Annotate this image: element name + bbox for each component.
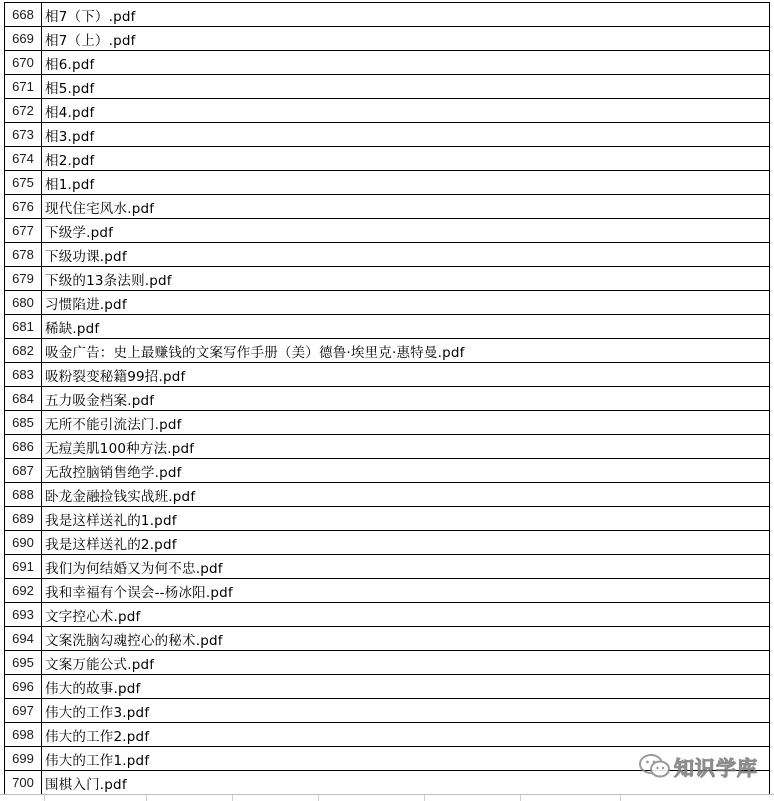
table-row[interactable] xyxy=(5,603,770,627)
table-row[interactable] xyxy=(5,651,770,675)
file-name-cell[interactable]: 文案洗脑勾魂控心的秘术.pdf xyxy=(42,627,770,651)
row-number-cell[interactable]: 679 xyxy=(5,267,42,291)
column-divider xyxy=(44,795,45,801)
row-number-cell[interactable]: 680 xyxy=(5,291,42,315)
table-row[interactable] xyxy=(5,51,770,75)
column-divider xyxy=(620,795,621,801)
file-name-cell[interactable]: 文案万能公式.pdf xyxy=(42,651,770,675)
table-row[interactable] xyxy=(5,291,770,315)
row-number-cell[interactable]: 681 xyxy=(5,315,42,339)
row-number-cell[interactable]: 671 xyxy=(5,75,42,99)
file-name-cell[interactable]: 我是这样送礼的1.pdf xyxy=(42,507,770,531)
table-row[interactable] xyxy=(5,27,770,51)
table-row[interactable] xyxy=(5,339,770,363)
row-number-cell[interactable]: 672 xyxy=(5,99,42,123)
table-row[interactable] xyxy=(5,555,770,579)
row-number-cell[interactable]: 691 xyxy=(5,555,42,579)
file-name-cell[interactable]: 伟大的工作2.pdf xyxy=(42,723,770,747)
file-name-cell[interactable]: 卧龙金融捡钱实战班.pdf xyxy=(42,483,770,507)
table-row[interactable] xyxy=(5,267,770,291)
file-name-cell[interactable]: 我们为何结婚又为何不忠.pdf xyxy=(42,555,770,579)
file-name-cell[interactable]: 相3.pdf xyxy=(42,123,770,147)
watermark-text: 知识学库 xyxy=(674,755,758,780)
table-row[interactable] xyxy=(5,627,770,651)
file-name-cell[interactable]: 下级的13条法则.pdf xyxy=(42,267,770,291)
row-number-cell[interactable]: 676 xyxy=(5,195,42,219)
table-row[interactable] xyxy=(5,435,770,459)
file-name-cell[interactable]: 伟大的工作1.pdf xyxy=(42,747,770,771)
table-row[interactable] xyxy=(5,315,770,339)
row-number-cell[interactable]: 694 xyxy=(5,627,42,651)
table-row[interactable] xyxy=(5,507,770,531)
row-number-cell[interactable]: 677 xyxy=(5,219,42,243)
table-row[interactable] xyxy=(5,171,770,195)
table-row[interactable] xyxy=(5,411,770,435)
table-row[interactable] xyxy=(5,579,770,603)
row-number-cell[interactable]: 698 xyxy=(5,723,42,747)
table-row[interactable] xyxy=(5,219,770,243)
row-number-cell[interactable]: 692 xyxy=(5,579,42,603)
table-row[interactable] xyxy=(5,531,770,555)
row-number-cell[interactable]: 669 xyxy=(5,27,42,51)
row-number-cell[interactable]: 674 xyxy=(5,147,42,171)
row-number-cell[interactable]: 684 xyxy=(5,387,42,411)
row-number-cell[interactable]: 668 xyxy=(5,3,42,27)
wechat-icon xyxy=(638,753,672,779)
file-name-cell[interactable]: 相7（上）.pdf xyxy=(42,27,770,51)
column-divider xyxy=(424,795,425,801)
column-divider xyxy=(232,795,233,801)
table-row[interactable] xyxy=(5,123,770,147)
row-number-cell[interactable]: 696 xyxy=(5,675,42,699)
row-number-cell[interactable]: 699 xyxy=(5,747,42,771)
row-number-cell[interactable]: 690 xyxy=(5,531,42,555)
column-divider xyxy=(146,795,147,801)
file-name-cell[interactable]: 伟大的工作3.pdf xyxy=(42,699,770,723)
row-number-cell[interactable]: 697 xyxy=(5,699,42,723)
file-name-cell[interactable]: 现代住宅风水.pdf xyxy=(42,195,770,219)
file-name-cell[interactable]: 相5.pdf xyxy=(42,75,770,99)
file-name-cell[interactable]: 伟大的故事.pdf xyxy=(42,675,770,699)
file-name-cell[interactable]: 无痘美肌100种方法.pdf xyxy=(42,435,770,459)
row-number-cell[interactable]: 688 xyxy=(5,483,42,507)
file-name-cell[interactable]: 吸金广告：史上最赚钱的文案写作手册（美）德鲁·埃里克·惠特曼.pdf xyxy=(42,339,770,363)
file-name-cell[interactable]: 相2.pdf xyxy=(42,147,770,171)
file-name-cell[interactable]: 我和幸福有个误会--杨冰阳.pdf xyxy=(42,579,770,603)
row-number-cell[interactable]: 685 xyxy=(5,411,42,435)
file-name-cell[interactable]: 下级功课.pdf xyxy=(42,243,770,267)
row-number-cell[interactable]: 695 xyxy=(5,651,42,675)
column-divider xyxy=(520,795,521,801)
row-number-cell[interactable]: 683 xyxy=(5,363,42,387)
file-name-cell[interactable]: 吸粉裂变秘籍99招.pdf xyxy=(42,363,770,387)
table-row[interactable] xyxy=(5,363,770,387)
file-name-cell[interactable]: 习惯陷进.pdf xyxy=(42,291,770,315)
row-number-cell[interactable]: 673 xyxy=(5,123,42,147)
row-number-cell[interactable]: 675 xyxy=(5,171,42,195)
file-list-body xyxy=(5,3,770,795)
table-row[interactable] xyxy=(5,147,770,171)
file-list-table xyxy=(4,2,770,795)
table-row[interactable] xyxy=(5,723,770,747)
file-name-cell[interactable]: 下级学.pdf xyxy=(42,219,770,243)
table-row[interactable] xyxy=(5,99,770,123)
column-divider xyxy=(318,795,319,801)
file-name-cell[interactable]: 我是这样送礼的2.pdf xyxy=(42,531,770,555)
row-number-cell[interactable]: 693 xyxy=(5,603,42,627)
file-name-cell[interactable]: 稀缺.pdf xyxy=(42,315,770,339)
row-number-cell[interactable]: 700 xyxy=(5,771,42,795)
table-row[interactable] xyxy=(5,243,770,267)
file-name-cell[interactable]: 围棋入门.pdf xyxy=(42,771,770,795)
row-number-cell[interactable]: 678 xyxy=(5,243,42,267)
file-name-cell[interactable]: 相4.pdf xyxy=(42,99,770,123)
row-number-cell[interactable]: 670 xyxy=(5,51,42,75)
file-name-cell[interactable]: 相1.pdf xyxy=(42,171,770,195)
file-name-cell[interactable]: 相7（下）.pdf xyxy=(42,3,770,27)
table-row[interactable] xyxy=(5,699,770,723)
file-name-cell[interactable]: 文字控心术.pdf xyxy=(42,603,770,627)
table-row[interactable] xyxy=(5,3,770,27)
file-name-cell[interactable]: 无敌控脑销售绝学.pdf xyxy=(42,459,770,483)
table-row[interactable] xyxy=(5,483,770,507)
table-row[interactable] xyxy=(5,387,770,411)
table-row[interactable] xyxy=(5,459,770,483)
file-name-cell[interactable]: 相6.pdf xyxy=(42,51,770,75)
row-number-cell[interactable]: 687 xyxy=(5,459,42,483)
row-number-cell[interactable]: 682 xyxy=(5,339,42,363)
table-row[interactable] xyxy=(5,675,770,699)
table-row[interactable] xyxy=(5,75,770,99)
watermark xyxy=(638,752,758,780)
table-row[interactable] xyxy=(5,195,770,219)
file-name-cell[interactable]: 五力吸金档案.pdf xyxy=(42,387,770,411)
row-number-cell[interactable]: 689 xyxy=(5,507,42,531)
row-number-cell[interactable]: 686 xyxy=(5,435,42,459)
file-name-cell[interactable]: 无所不能引流法门.pdf xyxy=(42,411,770,435)
